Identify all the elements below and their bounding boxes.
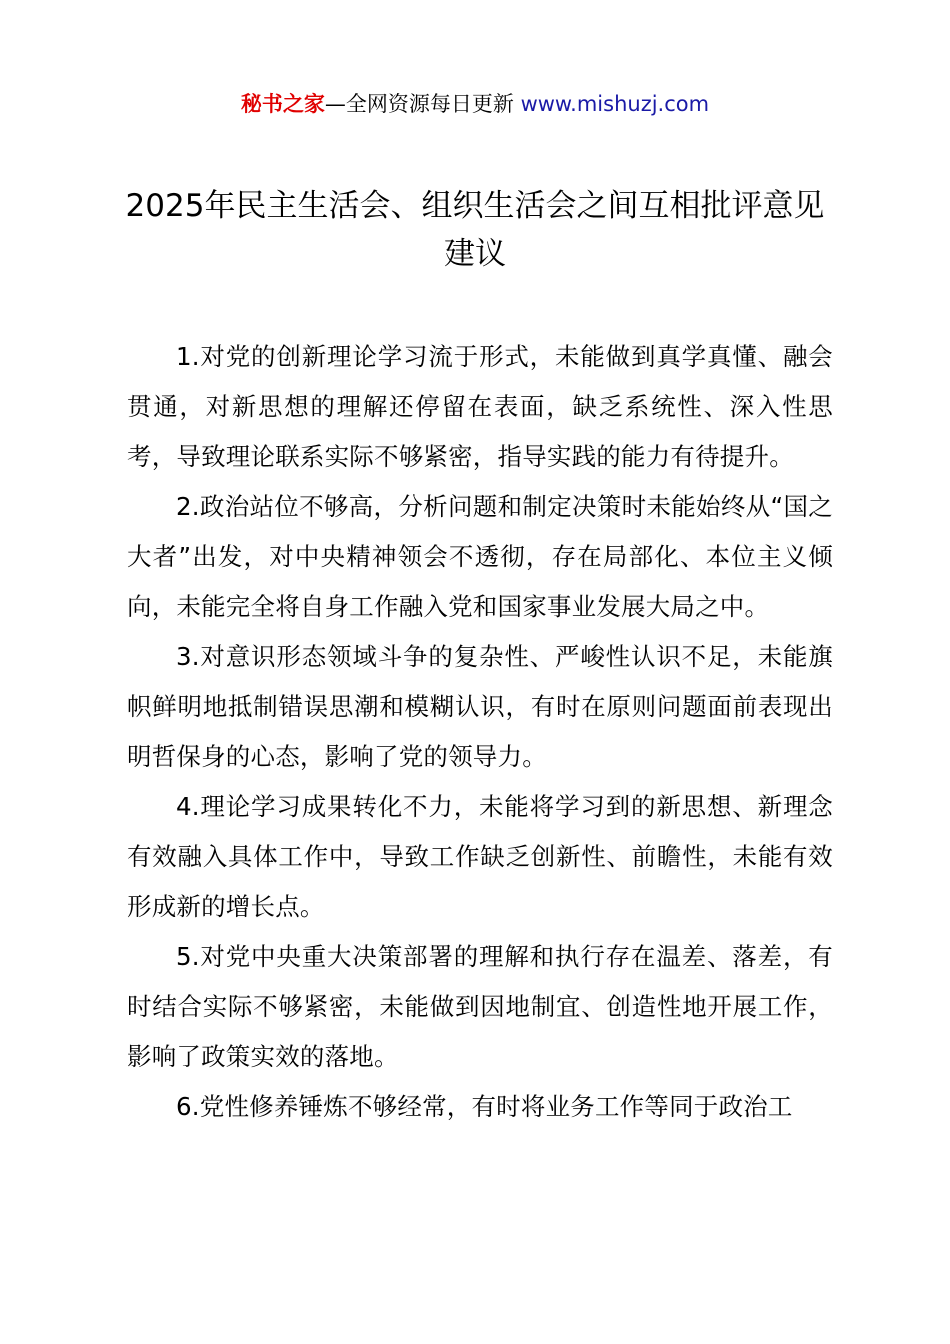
paragraph-6: 6.党性修养锤炼不够经常，有时将业务工作等同于政治工 xyxy=(176,1092,793,1121)
paragraph-5: 5.对党中央重大决策部署的理解和执行存在温差、落差，有时结合实际不够紧密，未能做到因地制宜、创造性地开展工作，影响了政策实效的落地。 xyxy=(127,942,833,1071)
brand-name: 秘书之家 xyxy=(240,92,325,116)
header-separator: — xyxy=(324,92,346,116)
paragraph-4: 4.理论学习成果转化不力，未能将学习到的新思想、新理念有效融入具体工作中，导致工作缺乏创新性、前瞻性，未能有效形成新的增长点。 xyxy=(127,792,833,921)
document-body xyxy=(127,332,833,1132)
paragraph-1: 1.对党的创新理论学习流于形式，未能做到真学真懂、融会贯通，对新思想的理解还停留在表面，缺乏系统性、深入性思考，导致理论联系实际不够紧密，指导实践的能力有待提升。 xyxy=(127,342,833,471)
document-title: 2025年民主生活会、组织生活会之间互相批评意见建议 xyxy=(125,188,825,272)
site-header xyxy=(0,88,950,120)
header-tagline: 全网资源每日更新 xyxy=(345,92,514,116)
paragraph-3: 3.对意识形态领域斗争的复杂性、严峻性认识不足，未能旗帜鲜明地抵制错误思潮和模糊认识，有时在原则问题面前表现出明哲保身的心态，影响了党的领导力。 xyxy=(127,642,833,771)
paragraph-2: 2.政治站位不够高，分析问题和制定决策时未能始终从“国之大者”出发，对中央精神领会不透彻，存在局部化、本位主义倾向，未能完全将自身工作融入党和国家事业发展大局之中。 xyxy=(127,492,833,621)
site-url-link[interactable]: www.mishuzj.com xyxy=(520,92,710,116)
